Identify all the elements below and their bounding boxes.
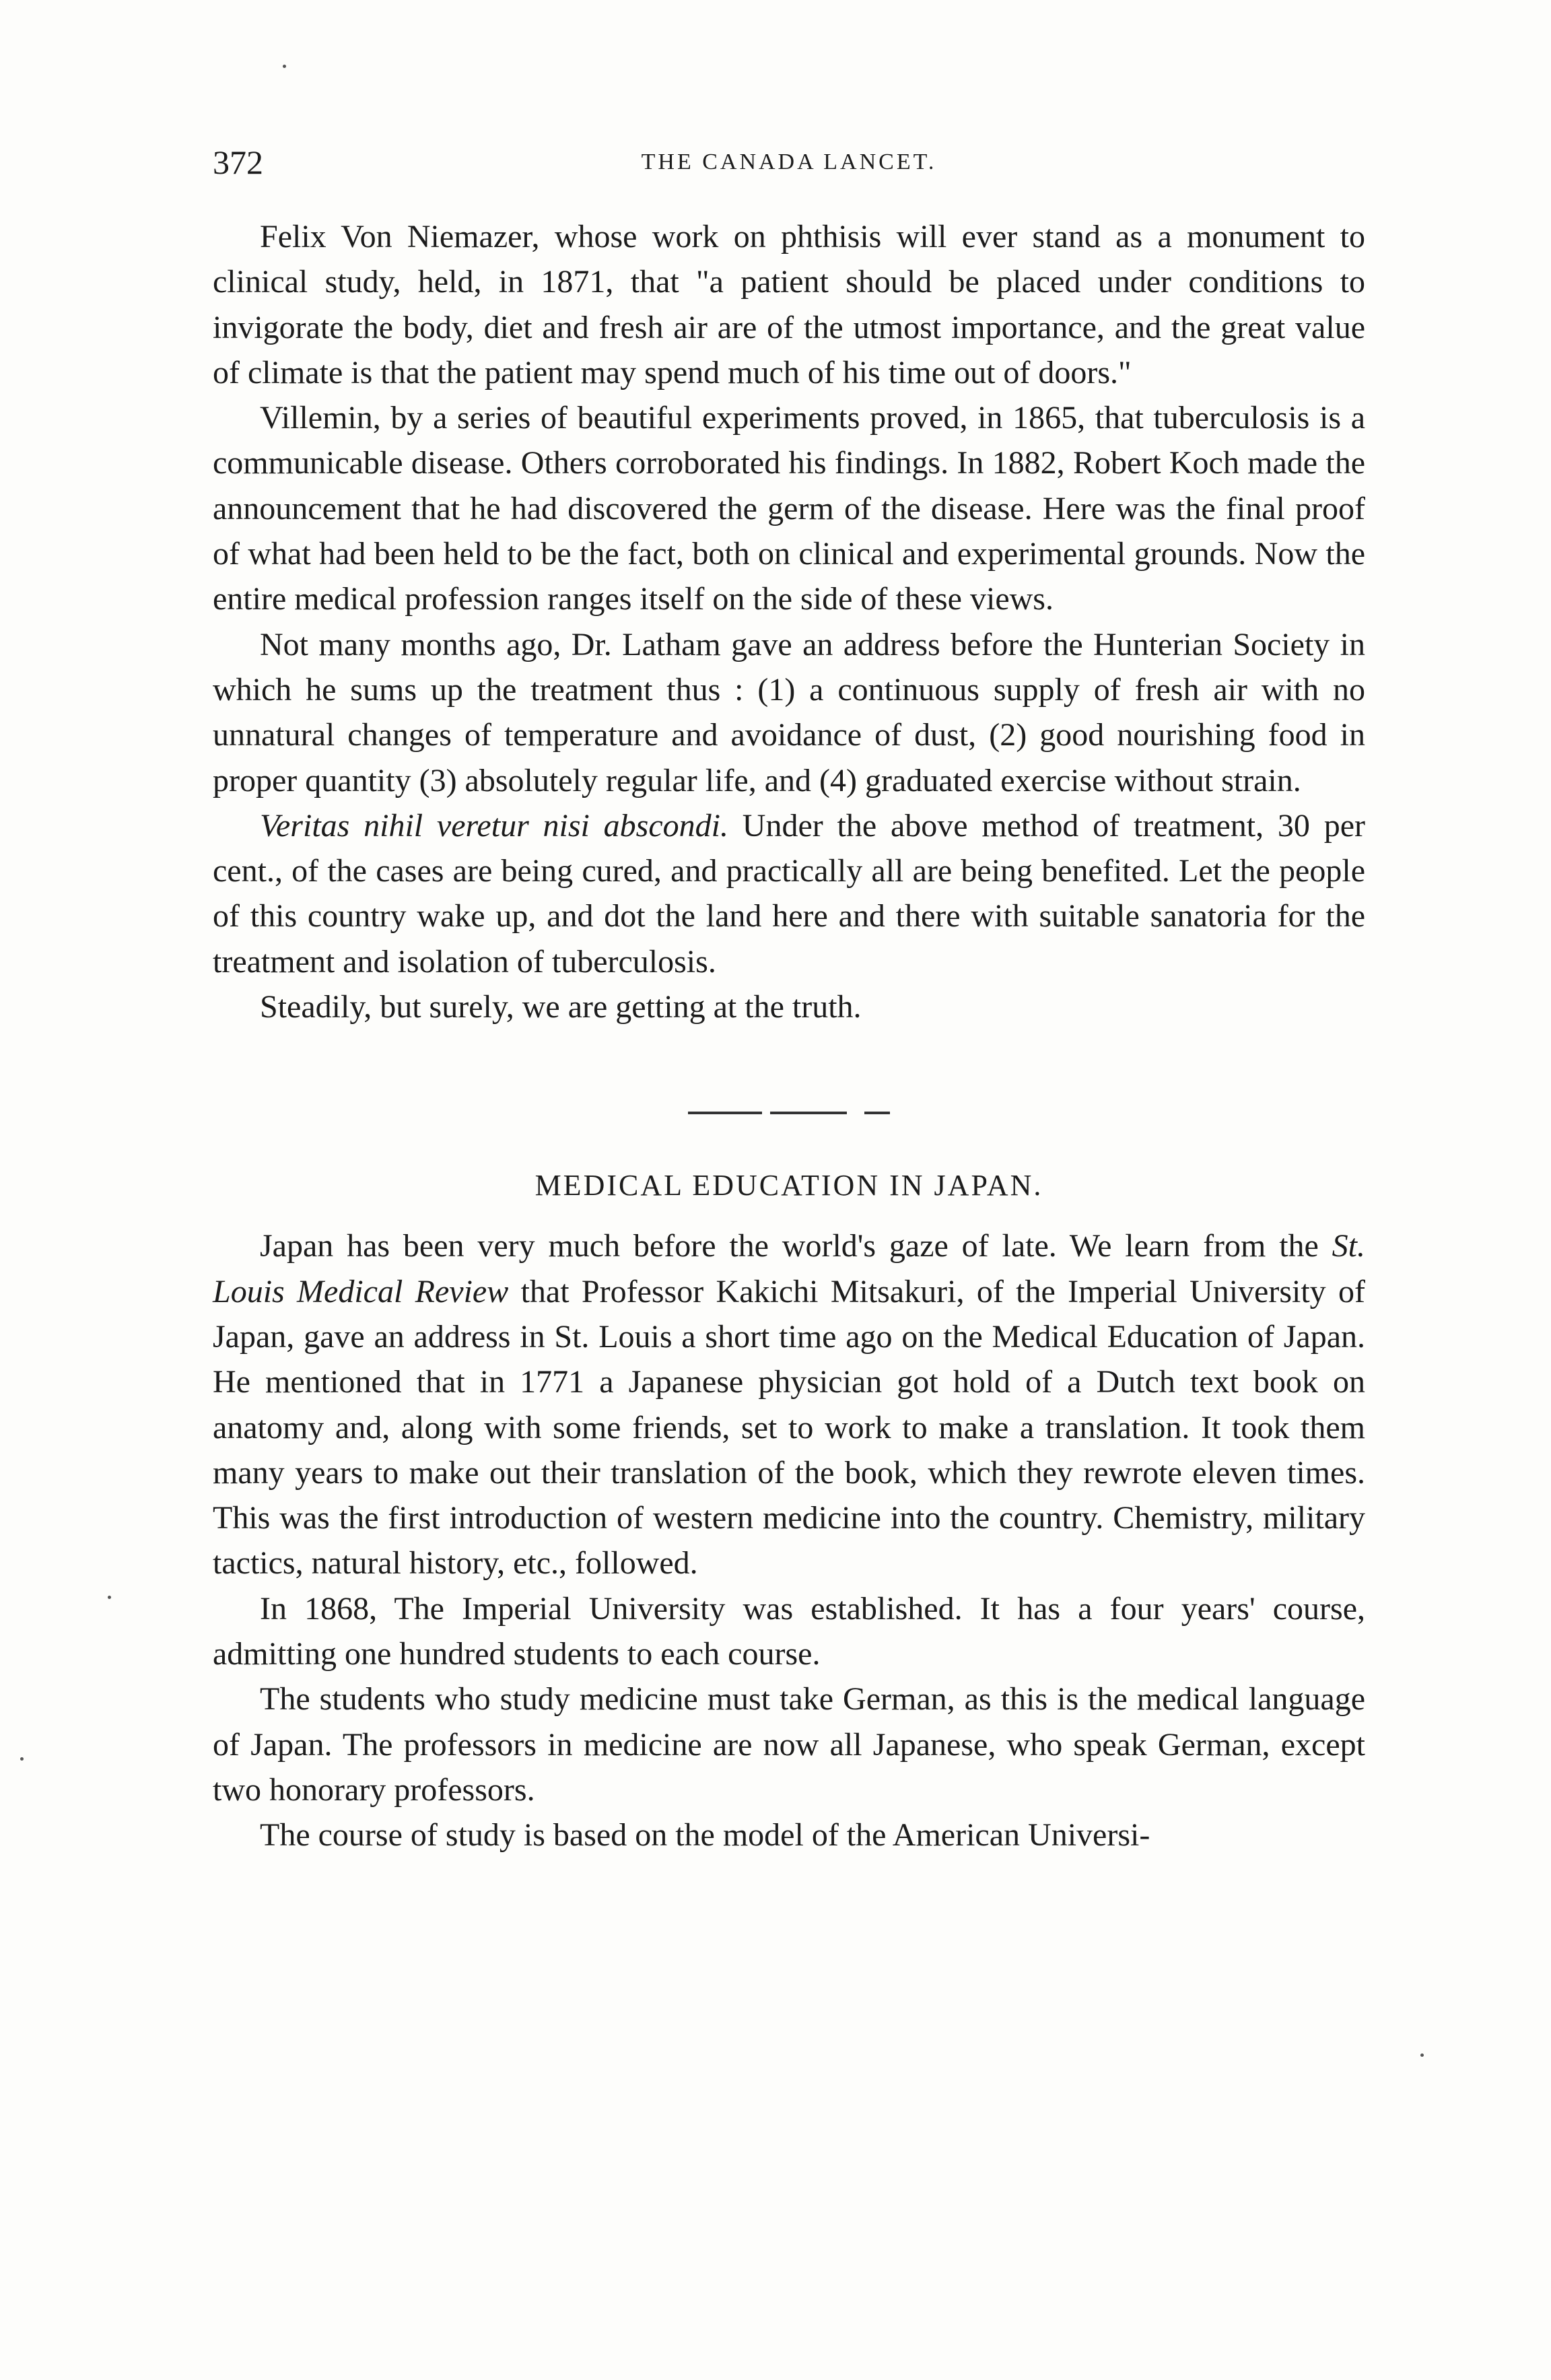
running-head: THE CANADA LANCET. [641,149,937,174]
scan-speck [1420,2053,1424,2057]
paragraph-japan-intro [213,1223,1365,1586]
paragraph-german: The students who study medicine must take German, as this is the medical language of Japan. The professors in medicine are now all Japanese, who speak German, except two honorary professors. [213,1681,1365,1808]
paragraph-course: The course of study is based on the model of the American Universi- [260,1817,1150,1854]
latin-motto: Veritas nihil veretur nisi abscondi. [260,807,728,844]
page-number: 372 [213,143,263,181]
body-text [213,214,1365,1858]
scan-speck [108,1596,111,1599]
paragraph-veritas-text: Under the above method of treatment, 30 per cent., of the cases are being cured, and practically all are being benefited. Let the people of this country wake up, and dot the land here and there with suitable sanatoria for the treatment and isolation of tuberculosis. [213,807,1365,980]
paragraph-villemin: Villemin, by a series of beautiful experiments proved, in 1865, that tuberculosis is a communicable disease. Others corroborated his findings. In 1882, Robert Koch made the announcement that he had discovered the germ of the disease. Here was the final proof of what had been held to be the fact, both on clinical and experimental grounds. Now the entire medical profession ranges itself on the side of these views. [213,400,1365,617]
section-divider [688,1112,890,1114]
scan-speck [20,1757,24,1761]
page-header [213,143,1365,190]
article-japan [213,1165,1365,1858]
paragraph-niemazer: Felix Von Niemazer, whose work on phthisis will ever stand as a monument to clinical study, held, in 1871, that "a patient should be placed under conditions to invigorate the body, diet and fresh air are of the utmost importance, and the great value of climate is that the patient may spend much of his time out of doors." [213,219,1365,390]
scan-speck [283,65,286,68]
paragraph-closing: Steadily, but surely, we are getting at the truth. [260,989,862,1025]
paragraph-veritas [213,803,1365,984]
paragraph-japan-intro-start: Japan has been very much before the world's gaze of late. We learn from the [260,1228,1332,1264]
paragraph-japan-intro-rest: that Professor Kakichi Mitsakuri, of the Imperial University of Japan, gave an address in St. Louis a short time ago on the Medical Education of Japan. He mentioned that in 1771 a Japanese physician got hold of a Dutch text book on anatomy and, along with some friends, set to work to make a translation. It took them many years to make out their translation of the book, which they rewrote eleven times. This was the first introduction of western medicine into the country. Chemistry, military tactics, natural history, etc., followed. [213,1273,1366,1582]
section-heading: MEDICAL EDUCATION IN JAPAN. [535,1169,1043,1202]
article-phthisis [213,214,1365,1029]
paragraph-latham: Not many months ago, Dr. Latham gave an address before the Hunterian Society in which he sums up the treatment thus : (1) a continuous supply of fresh air with no unnatural changes of temperature and avoidance of dust, (2) good nourishing food in proper quantity (3) absolutely regular life, and (4) graduated exercise without strain. [213,626,1365,798]
paragraph-university: In 1868, The Imperial University was established. It has a four years' course, admitting one hundred students to each course. [213,1590,1365,1672]
journal-title: St. Louis Medical Review [213,1228,1365,1310]
